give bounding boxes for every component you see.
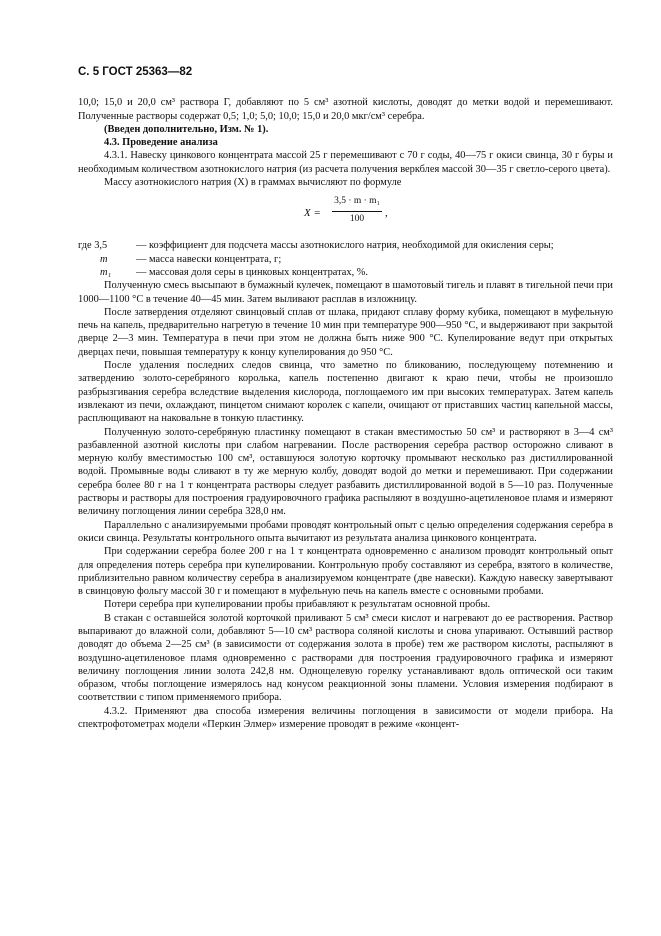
body-paragraph: При содержании серебра более 200 г на 1 т концентрата одновременно с анализом проводят контрольный опыт для определения потерь серебра при купелировании. Контрольную пробу составляют из серебра, взятого в количестве, приблизительно равном количеству серебра в анализируемом концентрате (две навески). Каждую навеску завертывают в свинцовую фольгу массой 30 г и помещают в муфельную печь на капель вместе с основными пробами.	[78, 546, 613, 598]
section-title: 4.3. Проведение анализа	[104, 137, 218, 149]
page-header: С. 5 ГОСТ 25363—82	[78, 66, 193, 78]
paragraph-4-3-1: 4.3.1. Навеску цинкового концентрата массой 25 г перемешивают с 70 г соды, 40—75 г окиси свинца, 30 г буры и необходимым количеством азотнокислого натрия (из расчета получения веркблея массой 30—35 г светло-серого цвета).	[78, 150, 613, 175]
intro-paragraph: 10,0; 15,0 и 20,0 см³ раствора Г, добавляют по 5 см³ азотной кислоты, доводят до метки водой и перемешивают. Полученные растворы содержат 0,5; 1,0; 5,0; 10,0; 15,0 и 20,0 мкг/см³ серебра.	[78, 97, 613, 122]
body-paragraph: 4.3.2. Применяют два способа измерения величины поглощения в зависимости от модели прибора. На спектрофотометрах модели «Перкин Элмер» измерение проводят в режиме «концент-	[78, 705, 613, 731]
where-text: — масса навески концентрата, г;	[136, 253, 282, 265]
document-page	[78, 66, 613, 731]
where-item	[78, 239, 613, 252]
where-text: — массовая доля серы в цинковых концентратах, %.	[136, 266, 369, 278]
where-label: где 3,5	[78, 240, 108, 252]
amendment-note: (Введен дополнительно, Изм. № 1).	[104, 123, 269, 135]
formula-tail: ,	[385, 207, 388, 220]
formula-intro: Массу азотнокислого натрия (X) в граммах вычисляют по формуле	[104, 177, 402, 189]
where-text: — коэффициент для подсчета массы азотнокислого натрия, необходимой для окисления серы;	[136, 240, 554, 252]
body-paragraph: После затвердения отделяют свинцовый сплав от шлака, придают сплаву форму кубика, помещают в муфельную печь на капель, предварительно нагретую в течение 10 мин при температуре 900—950 °С, и выдерживают при закрытой дверце 2—3 мин. Температура в печи при этом не должна быть ниже 900 °С. Купелирование ведут при открытых дверцах печи, повышая температуру к концу купелирования до 950 °С.	[78, 306, 613, 358]
formula-fraction	[332, 195, 382, 226]
where-label: m	[100, 253, 108, 265]
body-paragraph: В стакан с оставшейся золотой корточкой приливают 5 см³ смеси кислот и нагревают до ее растворения. Раствор выпаривают до влажной соли, добавляют 5—10 см³ раствора соляной кислоты и снова упаривают. Остывший раствор доводят до объема 2—25 см³ (в зависимости от содержания золота в пробе) тем же раствором кислоты, распыляют в воздушно-ацетиленовое пламя одновременно с растворами для построения градуировочного графика и измеряют величину поглощения линии золота 242,8 нм. Однощелевую горелку устанавливают вдоль оптической оси таким образом, чтобы поглощение измерялось над конусом реакционной зоны пламени. Условия измерения подбирают в соответствии с типом применяемого прибора.	[78, 612, 613, 704]
formula-lhs: X =	[304, 207, 321, 220]
formula	[78, 193, 613, 233]
formula-numerator: 3,5 · m · m₁	[332, 195, 382, 211]
formula-denominator: 100	[349, 213, 365, 224]
where-label: m₁	[100, 266, 112, 278]
body-paragraph: Полученную смесь высыпают в бумажный кулечек, помещают в шамотовый тигель и плавят в тигельной печи при 1000—1100 °С в течение 40—45 мин. Затем выливают расплав в изложницу.	[78, 280, 613, 305]
body-paragraph: Полученную золото-серебряную пластинку помещают в стакан вместимостью 50 см³ и растворяют в 3—4 см³ разбавленной азотной кислоты при слабом нагревании. После растворения серебра раствор осторожно сливают в мерную колбу вместимостью 100 см³, оставшуюся золотую корточку промывают несколько раз дистиллированной водой. Промывные воды сливают в ту же мерную колбу, доводят водой до метки и перемешивают. При содержании серебра более 80 г на 1 т концентрата растворы следует разбавить дистиллированной водой в 5—10 раз. Полученные растворы и растворы для построения градуировочного графика распыляют в воздушно-ацетиленовое пламя и измеряют величину поглощения линии серебра 328,0 нм.	[78, 426, 613, 518]
body-paragraph: После удаления последних следов свинца, что заметно по бликованию, последующему потемнению и затвердению золото-серебряного королька, капель постепенно двигают к краю печи, чтобы не произошло разбрызгивания серебра вследствие выделения кислорода, поглощаемого им при высоких температурах. Затем капель извлекают из печи, охлаждают, пинцетом снимают королек с капели, очищают от приставших частиц капельной массы, расплющивают на наковальне в тонкую пластинку.	[78, 360, 613, 425]
body-paragraph: Параллельно с анализируемыми пробами проводят контрольный опыт с целью определения содержания серебра в окиси свинца. Результаты контрольного опыта вычитают из результата анализа цинкового концентрата.	[78, 519, 613, 544]
where-item	[78, 266, 613, 279]
where-list	[78, 239, 613, 279]
body-paragraph: Потери серебра при купелировании пробы прибавляют к результатам основной пробы.	[104, 599, 491, 611]
where-item	[78, 253, 613, 266]
